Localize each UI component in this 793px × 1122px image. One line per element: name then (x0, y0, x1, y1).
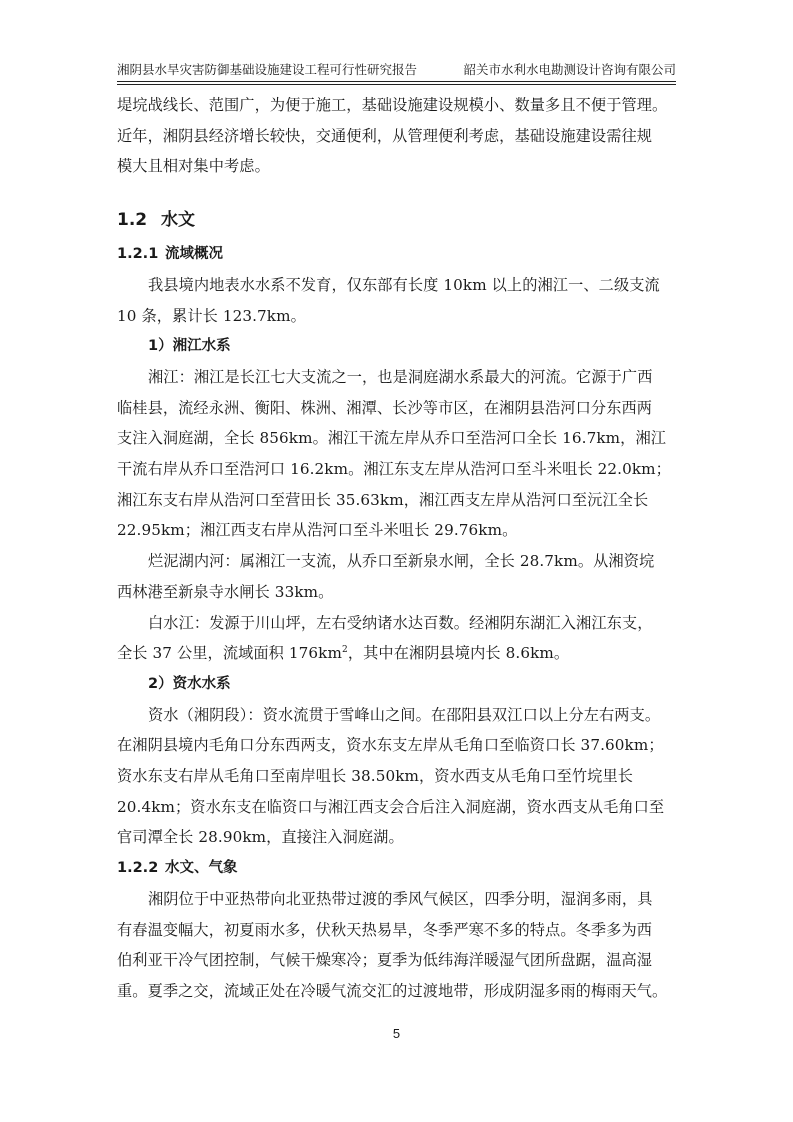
intro-paragraph (117, 90, 676, 182)
text-line: 重。夏季之交，流域正处在冷暖气流交汇的过渡地带，形成阴湿多雨的梅雨天气。 (117, 981, 668, 1000)
subsection-heading-1-2-2 (117, 853, 676, 884)
text-fragment: 全长 37 公里，流域面积 176km (117, 644, 342, 663)
text-line: 有春温变幅大，初夏雨水多，伏秋天热易旱，冬季严寒不多的特点。冬季多为西 (117, 920, 653, 939)
zishui-heading: 2）资水水系 (148, 675, 231, 692)
running-header (117, 52, 676, 82)
zishui-paragraph (117, 700, 676, 854)
climate-paragraph (117, 884, 676, 1007)
text-line: 在湘阴县境内毛角口分东西两支，资水东支左岸从毛角口至临资口长 37.60km； (117, 736, 664, 755)
subsection-heading-1-2-1 (117, 239, 676, 270)
subsection-number: 1.2.1 (117, 246, 159, 263)
text-line: 湘江：湘江是长江七大支流之一，也是洞庭湖水系最大的河流。它源于广西 (148, 367, 653, 386)
text-line: 模大且相对集中考虑。 (117, 157, 270, 176)
superscript: 2 (342, 645, 348, 656)
section-title: 水文 (161, 210, 195, 231)
text-line: 22.95km；湘江西支右岸从浩河口至斗米咀长 29.76km。 (117, 521, 518, 540)
text-line: 10 条，累计长 123.7km。 (117, 306, 306, 325)
text-line: 支注入洞庭湖，全长 856km。湘江干流左岸从乔口至浩河口全长 16.7km，湘江 (117, 429, 667, 448)
header-company: 韶关市水利水电勘测设计咨询有限公司 (463, 62, 676, 77)
text-line: 白水江：发源于川山坪，左右受纳诸水达百数。经湘阴东湖汇入湘江东支， (148, 613, 653, 632)
text-line: 官司潭全长 28.90km，直接注入洞庭湖。 (117, 828, 404, 847)
text-line: 堤垸战线长、范围广，为便于施工，基础设施建设规模小、数量多且不便于管理。 (117, 96, 668, 114)
text-fragment: ，其中在湘阴县境内长 8.6km。 (347, 644, 570, 663)
text-line: 湘阴位于中亚热带向北亚热带过渡的季风气候区，四季分明，湿润多雨，具 (148, 889, 653, 908)
header-report-title: 湘阴县水旱灾害防御基础设施建设工程可行性研究报告 (117, 62, 418, 77)
text-line: 烂泥湖内河：属湘江一支流，从乔口至新泉水闸，全长 28.7km。从湘资垸 (148, 552, 655, 571)
xiangjiang-paragraph (117, 362, 676, 546)
xiangjiang-heading: 1）湘江水系 (148, 338, 231, 355)
text-line: 20.4km；资水东支在临资口与湘江西支会合后注入洞庭湖，资水西支从毛角口至 (117, 797, 665, 816)
basin-overview-paragraph (117, 270, 676, 331)
subsection-title: 水文、气象 (165, 860, 238, 877)
text-line (117, 638, 676, 669)
page-number: 5 (392, 1026, 401, 1041)
section-number: 1.2 (117, 210, 148, 231)
subsection-number: 1.2.2 (117, 860, 159, 877)
text-line: 西林港至新泉寺水闸长 33km。 (117, 582, 334, 601)
lanni-lake-paragraph (117, 546, 676, 607)
subsection-title: 流域概况 (165, 246, 223, 263)
section-heading (117, 205, 676, 235)
text-line: 资水（湘阴段）：资水流贯于雪峰山之间。在邵阳县双江口以上分左右两支。 (148, 705, 661, 724)
baishui-river-paragraph (117, 608, 676, 669)
text-line: 近年，湘阴县经济增长较快，交通便利，从管理便利考虑，基础设施建设需往规 (117, 126, 653, 145)
page-body (117, 90, 676, 1007)
text-line: 伯利亚干冷气团控制，气候干燥寒冷；夏季为低纬海洋暖湿气团所盘踞，温高湿 (117, 951, 653, 970)
text-line: 湘江东支右岸从浩河口至营田长 35.63km，湘江西支左岸从浩河口至沅江全长 (117, 490, 649, 509)
text-line: 资水东支右岸从毛角口至南岸咀长 38.50km，资水西支从毛角口至竹垸里长 (117, 767, 634, 786)
text-line: 我县境内地表水水系不发育，仅东部有长度 10km 以上的湘江一、二级支流 (148, 275, 660, 294)
text-line: 干流右岸从乔口至浩河口 16.2km。湘江东支左岸从浩河口至斗米咀长 22.0km； (117, 460, 671, 479)
text-line: 临桂县，流经永洲、衡阳、株洲、湘潭、长沙等市区，在湘阴县浩河口分东西两 (117, 398, 653, 417)
